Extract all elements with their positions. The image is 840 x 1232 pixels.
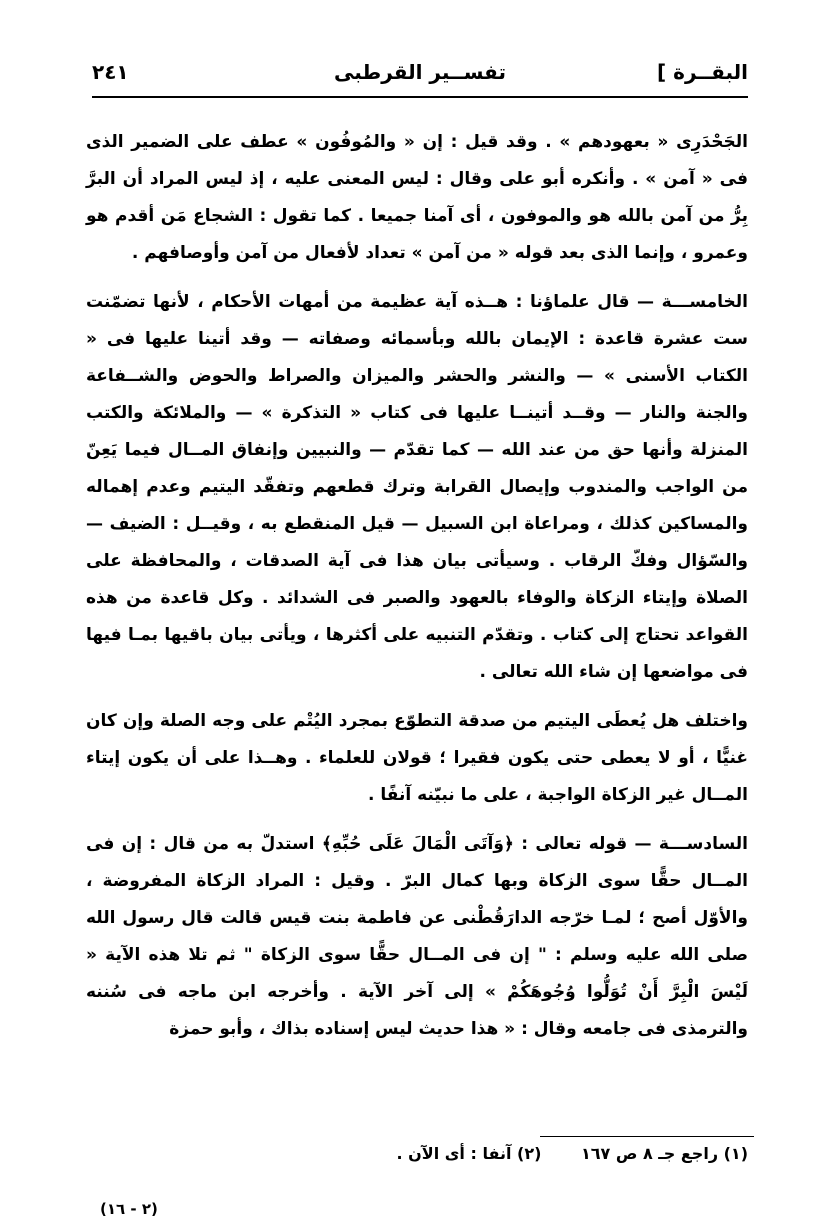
paragraph: السادســـة — قوله تعالى : ﴿وَآتَى الْمَالَ عَلَى حُبِّهِ﴾ استدلّ به من قال : إن فى المــال حقًّا سوى الزكاة وبها كمال البرّ . وقيل : المراد الزكاة المفروضة ، والأوّل أصح ؛ لمـا خرّجه الدارَقُطْنى عن فاطمة بنت قيس قالت قال رسول الله صلى الله عليه وسلم : " إن فى المــال حقًّا سوى الزكاة " ثم تلا هذه الآية « لَيْسَ الْبِرَّ أَنْ تُوَلُّوا وُجُوهَكُمْ » إلى آخر الآية . وأخرجه ابن ماجه فى سُننه والترمذى فى جامعه وقال : « هذا حديث ليس إسناده بذاك ، وأبو حمزة xyxy=(86,834,748,1039)
sura-name: البقــرة ] xyxy=(657,60,748,84)
paragraph: واختلف هل يُعطَى اليتيم من صدقة التطوّع بمجرد اليُتْم على وجه الصلة وإن كان غنيًّا ، أو لا يعطى حتى يكون فقيرا ؛ قولان للعلماء . وهــذا على أن يكون إيتاء المــال غير الزكاة الواجبة ، على ما نبيّنه آنفًا . xyxy=(86,711,748,805)
footnote-2: (٢) آنفا : أى الآن . xyxy=(396,1144,542,1163)
header-rule xyxy=(92,96,748,98)
body-text xyxy=(86,124,748,1048)
paragraph: الجَحْدَرِى « بعهودهم » . وقد قيل : إن « والمُوفُون » عطف على الضمير الذى فى « آمن » . وأنكره أبو على وقال : ليس المعنى عليه ، إذ ليس المراد أن البرَّ بِرُّ من آمن بالله هو والموفون ، أى آمنا جميعا . كما تقول : الشجاع مَن أقدم هو وعمرو ، وإنما الذى بعد قوله « من آمن » تعداد لأفعال من آمن وأوصافهم . xyxy=(86,132,748,263)
printer-signature: (٢ - ١٦) xyxy=(100,1200,158,1218)
footnotes xyxy=(300,1144,748,1172)
running-header xyxy=(92,52,748,96)
book-title: تفســير القرطبى xyxy=(334,60,506,84)
footnote-1: (١) راجع جـ ٨ ص ١٦٧ xyxy=(581,1144,748,1163)
page-number: ٢٤١ xyxy=(92,60,129,84)
paragraph: الخامســـة — قال علماؤنا : هــذه آية عظيمة من أمهات الأحكام ، لأنها تضمّنت ست عشرة قاعدة : الإيمان بالله وبأسمائه وصفاته — وقد أتينا عليها فى « الكتاب الأسنى » — والنشر والحشر والميزان والصراط والحوض والشــفاعة والجنة والنار — وقــد أتينــا عليها فى كتاب « التذكرة » — والملائكة والكتب المنزلة وأنها حق من عند الله — كما تقدّم — والنبيين وإنفاق المــال فيما يَعِنّ من الواجب والمندوب وإيصال القرابة وترك قطعهم وتفقّد اليتيم وعدم إهماله والمساكين كذلك ، ومراعاة ابن السبيل — قيل المنقطع به ، وقيــل : الضيف — والسّؤال وفكّ الرقاب . وسيأتى بيان هذا فى آية الصدقات ، والمحافظة على الصلاة وإيتاء الزكاة والوفاء بالعهود والصبر فى الشدائد . وكل قاعدة من هذه القواعد تحتاج إلى كتاب . وتقدّم التنبيه على أكثرها ، ويأتى بيان باقيها بمـا فيها فى مواضعها إن شاء الله تعالى . xyxy=(86,292,748,682)
footnote-rule xyxy=(540,1136,754,1137)
